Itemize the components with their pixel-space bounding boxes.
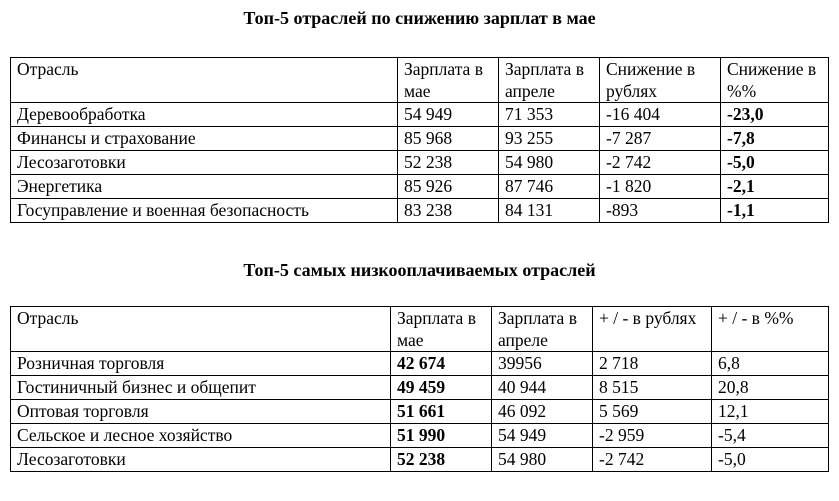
salary-april-cell: 46 092	[492, 400, 593, 424]
table-row	[11, 127, 829, 151]
salary-may-cell: 52 238	[398, 151, 499, 175]
table1-title: Топ-5 отраслей по снижению зарплат в мае	[243, 8, 596, 28]
salary-april-cell: 40 944	[492, 376, 593, 400]
header-salary-may: Зарплата в мае	[398, 58, 499, 103]
table-header-row	[11, 307, 829, 352]
salary-may-cell: 42 674	[391, 352, 492, 376]
header-salary-may: Зарплата в мае	[391, 307, 492, 352]
salary-may-cell: 54 949	[398, 103, 499, 127]
industry-cell: Деревообработка	[11, 103, 398, 127]
decline-rub-cell: -2 742	[600, 151, 721, 175]
salary-may-cell: 83 238	[398, 199, 499, 223]
industry-cell: Госуправление и военная безопасность	[11, 199, 398, 223]
salary-may-cell: 85 968	[398, 127, 499, 151]
table-header-row	[11, 58, 829, 103]
header-decline-rub: Снижение в рублях	[600, 58, 721, 103]
industry-cell: Лесозаготовки	[11, 151, 398, 175]
change-rub-cell: -2 959	[593, 424, 712, 448]
salary-april-cell: 54 980	[499, 151, 600, 175]
change-rub-cell: 2 718	[593, 352, 712, 376]
change-pct-cell: -5,0	[712, 448, 829, 472]
industry-cell: Гостиничный бизнес и общепит	[11, 376, 391, 400]
salary-april-cell: 54 980	[492, 448, 593, 472]
change-rub-cell: 8 515	[593, 376, 712, 400]
salary-may-cell: 52 238	[391, 448, 492, 472]
decline-pct-cell: -2,1	[721, 175, 829, 199]
industry-cell: Оптовая торговля	[11, 400, 391, 424]
change-pct-cell: 12,1	[712, 400, 829, 424]
header-salary-april: Зарплата в апреле	[492, 307, 593, 352]
header-change-rub: + / - в рублях	[593, 307, 712, 352]
decline-rub-cell: -16 404	[600, 103, 721, 127]
decline-pct-cell: -5,0	[721, 151, 829, 175]
change-pct-cell: -5,4	[712, 424, 829, 448]
table-row	[11, 175, 829, 199]
table-row	[11, 448, 829, 472]
decline-pct-cell: -1,1	[721, 199, 829, 223]
table-row	[11, 352, 829, 376]
industry-cell: Финансы и страхование	[11, 127, 398, 151]
salary-april-cell: 54 949	[492, 424, 593, 448]
header-salary-april: Зарплата в апреле	[499, 58, 600, 103]
industry-cell: Сельское и лесное хозяйство	[11, 424, 391, 448]
decline-pct-cell: -7,8	[721, 127, 829, 151]
salary-april-cell: 93 255	[499, 127, 600, 151]
table-row	[11, 151, 829, 175]
table-row	[11, 376, 829, 400]
industry-cell: Розничная торговля	[11, 352, 391, 376]
table-row	[11, 424, 829, 448]
salary-may-cell: 85 926	[398, 175, 499, 199]
lowest-paid-table	[10, 306, 829, 472]
table-row	[11, 103, 829, 127]
decline-rub-cell: -7 287	[600, 127, 721, 151]
table-row	[11, 199, 829, 223]
salary-april-cell: 39956	[492, 352, 593, 376]
header-industry: Отрасль	[11, 307, 391, 352]
decline-pct-cell: -23,0	[721, 103, 829, 127]
header-change-pct: + / - в %%	[712, 307, 829, 352]
table-row	[11, 400, 829, 424]
change-rub-cell: -2 742	[593, 448, 712, 472]
header-industry: Отрасль	[11, 58, 398, 103]
change-pct-cell: 20,8	[712, 376, 829, 400]
table2-title: Топ-5 самых низкооплачиваемых отраслей	[243, 260, 596, 280]
salary-may-cell: 51 661	[391, 400, 492, 424]
header-decline-pct: Снижение в %%	[721, 58, 829, 103]
decline-rub-cell: -1 820	[600, 175, 721, 199]
salary-may-cell: 49 459	[391, 376, 492, 400]
change-pct-cell: 6,8	[712, 352, 829, 376]
salary-april-cell: 84 131	[499, 199, 600, 223]
salary-decline-table	[10, 57, 829, 223]
salary-april-cell: 71 353	[499, 103, 600, 127]
industry-cell: Энергетика	[11, 175, 398, 199]
industry-cell: Лесозаготовки	[11, 448, 391, 472]
decline-rub-cell: -893	[600, 199, 721, 223]
salary-april-cell: 87 746	[499, 175, 600, 199]
salary-may-cell: 51 990	[391, 424, 492, 448]
change-rub-cell: 5 569	[593, 400, 712, 424]
